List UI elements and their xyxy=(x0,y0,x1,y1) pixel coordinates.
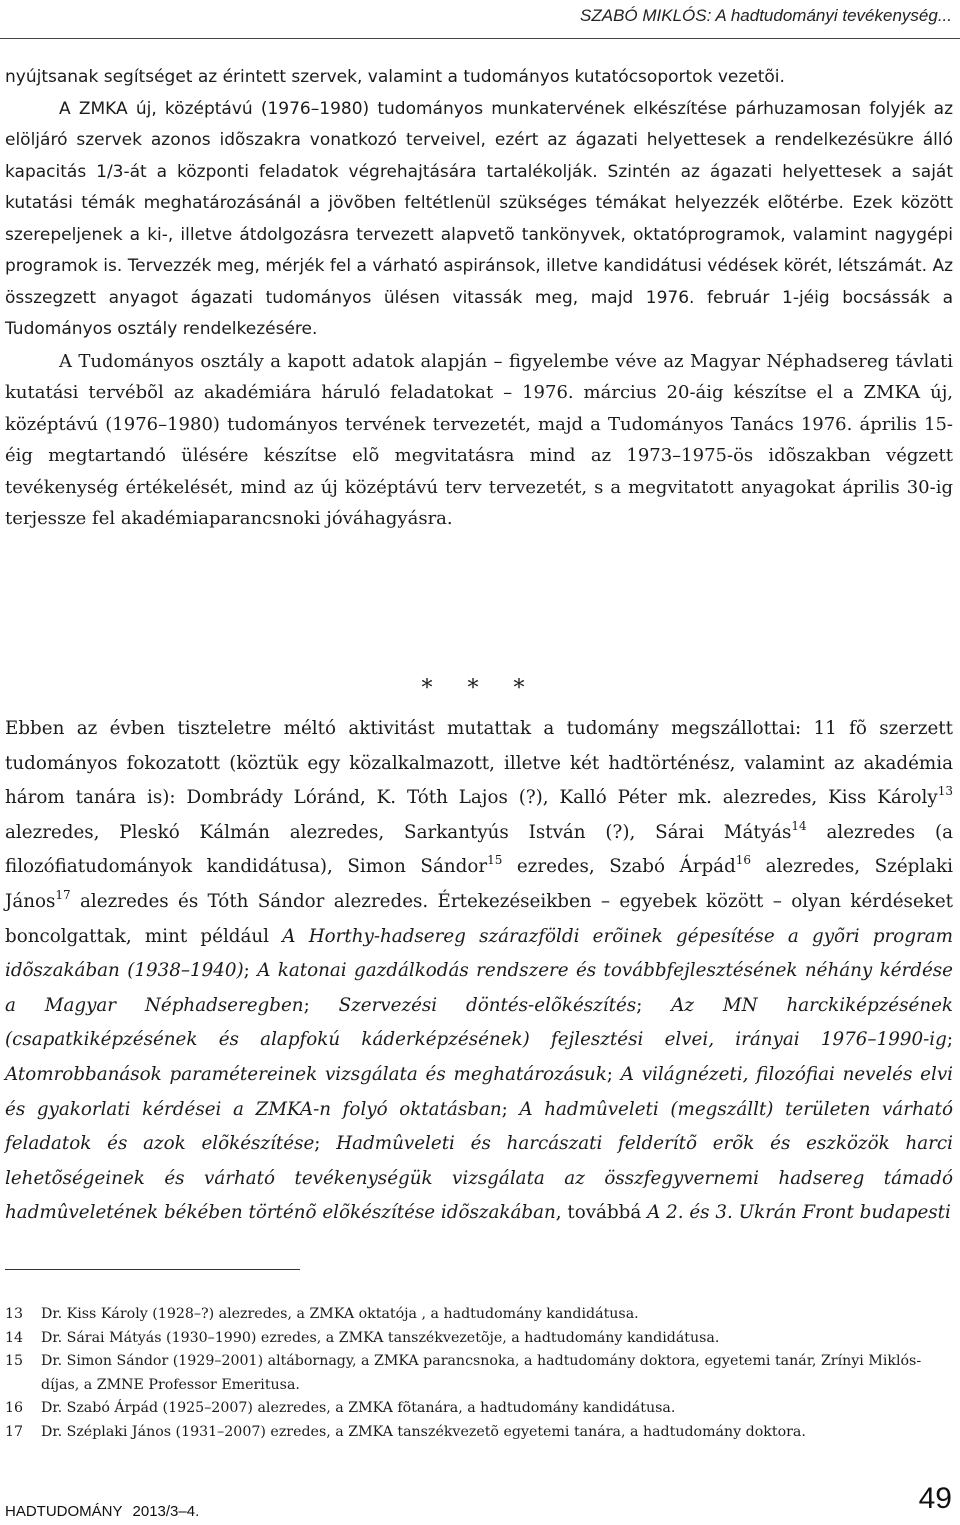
separator-text: ; xyxy=(303,994,339,1016)
footnote xyxy=(5,1327,955,1351)
dissertation-title: Hadmûveleti és harcászati felderítõ erõk és eszközök harci lehetõségeinek és várható tevékenységük vizsgálata az összfegyvernemi hadsereg támadó hadmûveletének békében történõ elõkészítése idõszakában xyxy=(5,1133,953,1224)
paragraph-text: alezredes és Tóth Sándor alezredes. Értekezéseikben – egyebek között – olyan kérdéseket boncolgattak, mint például xyxy=(5,890,953,947)
paragraph-scientific-department: A Tudományos osztály a kapott adatok alapján – figyelembe véve az Magyar Néphadsereg távlati kutatási tervébõl az akadémiára háruló feladatokat – 1976. március 20-áig készítse el a ZMKA új, középtávú (1976–1980) tudományos tervének tervezetét, majd a Tudományos Tanács 1976. április 15-éig megtartandó ülésére készítse elõ megvitatásra mind az 1973–1975-ös idõszakban végzett tevékenység értékelését, mind az új középtávú terv tervezetét, s a megvitatott anyagokat április 30-ig terjessze fel akadémiaparancsnoki jóváhagyásra. xyxy=(5,350,953,529)
footnote-ref-17[interactable]: 17 xyxy=(55,887,71,902)
dissertation-title: Az MN harckiképzésének (csapatkiképzésének és alapfokú káderképzésének) fejlesztési elvei, irányai 1976–1990-ig xyxy=(5,994,953,1051)
paragraph-text: alezredes, Pleskó Kálmán alezredes, Sarkantyús István (?), Sárai Mátyás xyxy=(5,821,792,843)
page-number: 49 xyxy=(918,1482,952,1515)
paragraph-text: ezért az ágazati helyettesek a rendelkezésükre álló kapacitás 1/3-át a központi feladatok végrehajtására tartalékolják. Szintén az ágazati helyettesek a saját kutatási témák meghatározásánál a jövõben feltétlenül szükséges témákat helyezzék elõtérbe. xyxy=(5,130,953,213)
footnote-text: Dr. Sárai Mátyás (1930–1990) ezredes, a ZMKA tanszékvezetõje, a hadtudomány kandidátusa. xyxy=(41,1329,720,1346)
body-section-2 xyxy=(5,712,953,1231)
footnote-text: Dr. Kiss Károly (1928–?) alezredes, a ZMKA oktatója , a hadtudomány kandidátusa. xyxy=(41,1306,639,1322)
body-section-1 xyxy=(5,62,953,535)
paragraph-text: Tervezzék meg, mérjék fel a várható aspiránsok, illetve kandidátusi védések körét, létszámát. Az összegzett anyagot ágazati tudományos ülésen vitassák meg, majd 1976. február 1-jéig bocsássák a Tudományos osztály rendelkezésére. xyxy=(5,256,953,339)
footnotes xyxy=(5,1303,955,1444)
separator-text: ; xyxy=(314,1133,337,1155)
footnote-number: 13 xyxy=(5,1306,24,1322)
footnote-divider xyxy=(5,1269,300,1270)
footnote-text: Dr. Simon Sándor (1929–2001) altábornagy, a ZMKA parancsnoka, a hadtudomány doktora, egyetemi tanár, Zrínyi Miklós-díjas, a ZMNE Professor Emeritusa. xyxy=(41,1353,922,1393)
paragraph-text: Ezek között szerepeljenek a ki-, illetve átdolgozásra tervezett alapvetõ tankönyvek, oktatóprogramok, valamint nagygépi programok is. xyxy=(5,193,953,276)
footer-journal xyxy=(5,1503,199,1520)
footnote xyxy=(5,1350,955,1397)
separator-text: ; xyxy=(636,994,672,1016)
footnote-ref-13[interactable]: 13 xyxy=(937,784,953,799)
footnote-number: 16 xyxy=(5,1400,24,1416)
dissertation-title: A katonai gazdálkodás rendszere és továbbfejlesztésének néhány kérdése a Magyar Néphadseregben xyxy=(5,960,953,1016)
paragraph-continuation: nyújtsanak segítséget az érintett szervek, valamint a tudományos kutatócsoportok vezetõi. xyxy=(5,67,785,87)
dissertation-title: Atomrobbanások paramétereinek vizsgálata és meghatározásuk xyxy=(5,1063,607,1085)
separator-text: ; xyxy=(501,1098,520,1120)
footnote-number: 17 xyxy=(5,1423,24,1440)
paragraph-text: A ZMKA új, középtávú (1976–1980) tudományos munkatervének elkészítése párhuzamosan folyjék az elöljáró szervek azonos idõszakra vonatkozó terveivel, xyxy=(5,98,953,150)
paragraph-zmka-plan xyxy=(5,94,953,346)
header-divider xyxy=(0,38,960,39)
paragraph-degrees xyxy=(5,712,953,1231)
footnote-number: 14 xyxy=(5,1329,24,1346)
footnote-text: Dr. Szabó Árpád (1925–2007) alezredes, a ZMKA fõtanára, a hadtudomány kandidátusa. xyxy=(41,1400,676,1416)
footnote-ref-15[interactable]: 15 xyxy=(487,853,503,868)
journal-issue: 2013/3–4. xyxy=(132,1503,200,1520)
separator-text: ; xyxy=(243,960,258,982)
footnote xyxy=(5,1421,955,1445)
separator-text: ; xyxy=(946,1029,953,1051)
paragraph-text: alezredes, Széplaki János xyxy=(5,856,954,912)
paragraph-text: Ebben az évben tiszteletre méltó aktivitást mutattak a tudomány megszállottai: 11 fõ szerzett tudományos fokozatott (köztük egy közalkalmazott, illetve két hadtörténész, valamint az akadémia három tanára is): Dombrády Lóránd, K. Tóth Lajos (?), Kalló Péter mk. alezredes, Kiss Károly xyxy=(5,718,953,809)
footnote-ref-14[interactable]: 14 xyxy=(791,818,807,833)
paragraph-text: alezredes (a filozófiatudományok kandidátusa), Simon Sándor xyxy=(5,821,953,878)
footnote-text: Dr. Széplaki János (1931–2007) ezredes, a ZMKA tanszékvezetõ egyetemi tanára, a hadtudomány doktora. xyxy=(41,1423,806,1440)
dissertation-title: A 2. és 3. Ukrán Front budapesti xyxy=(647,1202,951,1224)
footnote-number: 15 xyxy=(5,1353,24,1369)
footnote xyxy=(5,1303,955,1327)
footnote xyxy=(5,1397,955,1421)
dissertation-title: Szervezési döntés-elõkészítés xyxy=(338,994,637,1016)
section-separator: * * * xyxy=(421,676,539,701)
dissertation-title: A Horthy-hadsereg szárazföldi erõinek gépesítése a gyõri program idõszakában (1938–1940) xyxy=(5,925,953,982)
footnote-ref-16[interactable]: 16 xyxy=(735,853,752,868)
paragraph-text: ezredes, Szabó Árpád xyxy=(502,856,736,878)
running-header: SZABÓ MIKLÓS: A hadtudományi tevékenység... xyxy=(580,6,952,25)
dissertation-title: A világnézeti, filozófiai nevelés elvi és gyakorlati kérdései a ZMKA-n folyó oktatásban xyxy=(5,1063,953,1120)
separator-text: ; xyxy=(606,1063,621,1085)
paragraph-text: , továbbá xyxy=(555,1202,648,1224)
journal-name: HADTUDOMÁNY xyxy=(5,1503,123,1520)
dissertation-title: A hadmûveleti (megszállt) területen várható feladatok és azok elõkészítése xyxy=(5,1098,953,1155)
